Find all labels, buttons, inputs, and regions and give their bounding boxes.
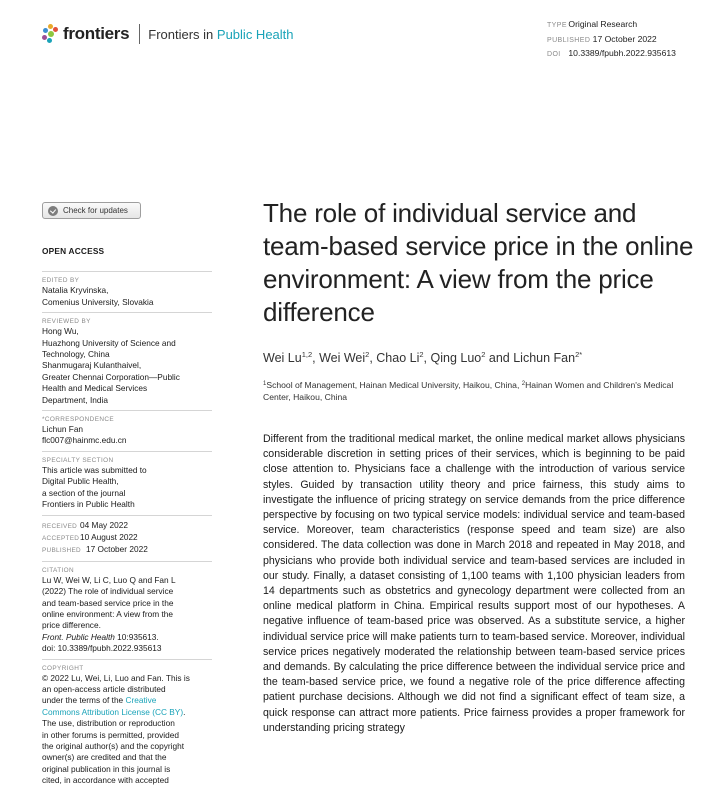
correspondence-email-link[interactable]: flc007@hainmc.edu.cn	[42, 435, 127, 446]
article-meta	[547, 18, 676, 62]
edited-by-section: EDITED BY Natalia Kryvinska, Comenius University, Slovakia	[42, 271, 212, 308]
check-for-updates-button[interactable]	[42, 202, 141, 219]
author[interactable]: Wei Wei$^2$	[319, 350, 370, 365]
check-for-updates-label: Check for updates	[63, 206, 128, 215]
author[interactable]: Wei Lu$^{1,2}$	[263, 350, 313, 365]
meta-doi: DOI 10.3389/fpubh.2022.935613	[547, 48, 676, 58]
journal-logo[interactable]	[42, 22, 294, 46]
citation-doi: doi: 10.3389/fpubh.2022.935613	[42, 643, 162, 654]
date-accepted: ACCEPTED10 August 2022	[42, 531, 138, 542]
author[interactable]: Lichun Fan$^{2*}$	[513, 350, 583, 365]
author-list: Wei Lu$^{1,2}$, Wei Wei$^2$, Chao Li$^2$, Qing Luo$^2$ and Lichun Fan$^{2*}$	[263, 350, 583, 365]
date-received: RECEIVED 04 May 2022	[42, 519, 128, 530]
check-circle-icon	[48, 206, 58, 216]
dates-section	[42, 515, 212, 557]
logo-wordmark: frontiers	[63, 24, 130, 43]
journal-title: Frontiers in Public Health	[148, 26, 294, 42]
open-access-label: OPEN ACCESS	[42, 246, 105, 256]
author[interactable]: Qing Luo$^2$	[430, 350, 486, 365]
cc-license-link[interactable]: Creative	[125, 695, 157, 706]
article-title: The role of individual service and team-based service price in the online environment: A view from the price difference	[263, 198, 694, 327]
author[interactable]: Chao Li$^2$	[376, 350, 424, 365]
frontiers-logo-icon	[42, 24, 60, 44]
copyright-section: COPYRIGHT © 2022 Lu, Wei, Li, Luo and Fan. This is an open-access article distributed under the terms of the Creative Commons Attribution License (CC BY). The use, distribution or reproduction in other forums is permitted, provided the original author(s) and the copyright owner(s) are credited and that the original publication in this journal is cited, in accordance with accepted	[42, 659, 212, 787]
meta-published: PUBLISHED 17 October 2022	[547, 33, 657, 44]
reviewed-by-section: REVIEWED BY Hong Wu, Huazhong University of Science and Technology, China Shanmugaraj Kulanthaivel, Greater Chennai Corporation—Public Health and Medical Services Department, India	[42, 312, 212, 406]
abstract-text: Different from the traditional medical market, the online medical market allows physicians considerable discretion in setting prices of their services, which is beginning to be paid close attention to. Physicians face a challenge with the introduction of various service styles. Guided by transaction utility theory and price fairness, this study aims to investigate the influence of pricing strategy on service demands from the price difference perspective by focusing on two typical service models: individual service and team-based service. Moreover, team characteristics (response speed and team size) are also considered. The data collection was done in March 2018 and repeated in May 2018, and physicians who provide both individual service and team-based services are included in our study. Finally, a dataset consisting of 1,100 teams with 1,100 physician leaders from 14 departments such as obstetrics and gynecology department were collected from an online medical platform in China. Empirical results support most of our hypotheses. A negative influence of team-based price was observed. As a substitute service, a higher individual service price will make patients turn to team-based service. Moreover, individual service prices negatively moderated the relationship between team-based service prices and demands. By calculating the price difference between the individual service price and the team-based service price, we found a negative role of the price difference affecting patient purchase decisions. Although we did not find a significant effect of team size, a quick response can attract more patients. Price fairness provides a proper framework for understanding pricing strategy	[263, 433, 685, 734]
citation-section: CITATION Lu W, Wei W, Li C, Luo Q and Fan L (2022) The role of individual service and team-based service price in the online environment: A view from the price difference. Front. Public Health 10:935613. doi: 10.3389/fpubh.2022.935613	[42, 561, 212, 655]
meta-type: TYPE Original Research	[547, 19, 638, 29]
date-published: PUBLISHED 17 October 2022	[42, 544, 148, 555]
logo-divider	[139, 24, 140, 44]
specialty-section: SPECIALTY SECTION This article was submitted to Digital Public Health, a section of the journal Frontiers in Public Health	[42, 451, 212, 511]
correspondence-section: *CORRESPONDENCE Lichun Fan flc007@hainmc.edu.cn	[42, 410, 212, 447]
article-sidebar	[42, 246, 212, 787]
cc-license-link-cont[interactable]: Commons Attribution License (CC BY)	[42, 706, 184, 717]
affiliations: $^1$School of Management, Hainan Medical University, Haikou, China, $^2$Hainan Women and Children's Medical Center, Haikou, China	[263, 380, 674, 402]
